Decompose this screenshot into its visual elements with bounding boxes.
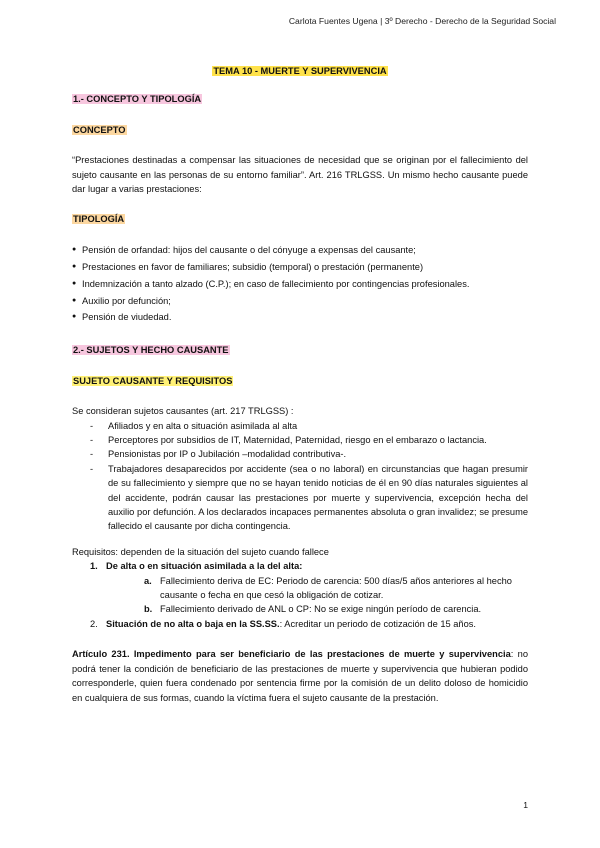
list-item: ● Auxilio por defunción; (72, 294, 528, 308)
concept-paragraph: “Prestaciones destinadas a compensar las situaciones de necesidad que se originan por el fallecimiento del sujeto causante en las personas de su entorno familiar”. Art. 216 TRLGSS. Un mismo hecho causante puede dar lugar a varias prestaciones: (72, 155, 528, 195)
title-container (72, 64, 528, 78)
subsection-heading: CONCEPTO (73, 124, 126, 135)
requisites-intro: Requisitos: dependen de la situación del sujeto cuando fallece (72, 546, 329, 557)
list-item: - Afiliados y en alta o situación asimilada al alta (90, 420, 298, 431)
sub-list (106, 574, 528, 617)
page-number: 1 (523, 799, 528, 810)
subsection-heading: SUJETO CAUSANTE Y REQUISITOS (73, 375, 233, 386)
article-paragraph: Artículo 231. Impedimento para ser beneficiario de las prestaciones de muerte y supervivencia: no podrá tener la condición de beneficiario de las prestaciones de muerte y supervivencia que hubieran podido corresponderle, quien fuera condenado por sentencia firme por la comisión de un delito doloso de homicidio en cualquiera de sus formas, cuando la víctima fuera el sujeto causante de la prestación. (72, 649, 528, 703)
requisites-list (72, 559, 528, 631)
page-header: Carlota Fuentes Ugena | 3º Derecho - Derecho de la Seguridad Social (288, 16, 556, 26)
causing-subjects-list (72, 419, 528, 534)
intro-text: Se consideran sujetos causantes (art. 217 TRLGSS) : (72, 406, 294, 417)
list-item: - Perceptores por subsidios de IT, Maternidad, Paternidad, riesgo en el embarazo o lactancia. (90, 435, 487, 445)
list-item: - Pensionistas por IP o Jubilación –modalidad contributiva-. (90, 449, 347, 460)
section-1 (72, 92, 528, 324)
section-2 (72, 343, 528, 705)
list-item: ● Prestaciones en favor de familiares; subsidio (temporal) o prestación (permanente) (72, 260, 528, 274)
list-item: b. Fallecimiento derivado de ANL o CP: No se exige ningún período de carencia. (144, 604, 482, 615)
list-item: 2. Situación de no alta o baja en la SS.SS.: Acreditar un periodo de cotización de 15 años. (90, 618, 476, 629)
list-item: ● Pensión de viudedad. (72, 310, 528, 324)
section-heading: 2.- SUJETOS Y HECHO CAUSANTE (73, 345, 229, 356)
list-item: - Trabajadores desaparecidos por accidente (sea o no laboral) en circunstancias que hagan presumir de su fallecimiento y siempre que no se hayan tenido noticias de él en 90 días naturales siguientes al del accidente, podrán causar las prestaciones por muerte y supervivencia, excepción hecha del auxilio por defunción. A los declarados incapaces permanentes absoluta o gran invalidez; se presume fallecido el causante por dicha contingencia. (90, 463, 528, 532)
list-item: ● Indemnización a tanto alzado (C.P.); en caso de fallecimiento por contingencias profesionales. (72, 277, 528, 291)
subsection-heading: TIPOLOGÍA (73, 214, 125, 225)
list-item: ● Pensión de orfandad: hijos del causante o del cónyuge a expensas del causante; (72, 243, 528, 257)
list-item: 1. De alta o en situación asimilada a la del alta: a. Fallecimiento deriva de EC: Periodo de carencia: 500 días/5 años anteriores al hecho causante o fecha en que cesó la obligación de cotizar. b. Fallecimiento derivado de ANL o CP: No se exige ningún período de carencia. (90, 559, 528, 617)
typology-list (72, 243, 528, 325)
document-title: TEMA 10 - MUERTE Y SUPERVIVENCIA (213, 66, 387, 76)
list-item: a. Fallecimiento deriva de EC: Periodo de carencia: 500 días/5 años anteriores al hecho causante o fecha en que cesó la obligación de cotizar. (144, 575, 512, 601)
document-body (72, 64, 528, 705)
section-heading: 1.- CONCEPTO Y TIPOLOGÍA (73, 94, 202, 105)
